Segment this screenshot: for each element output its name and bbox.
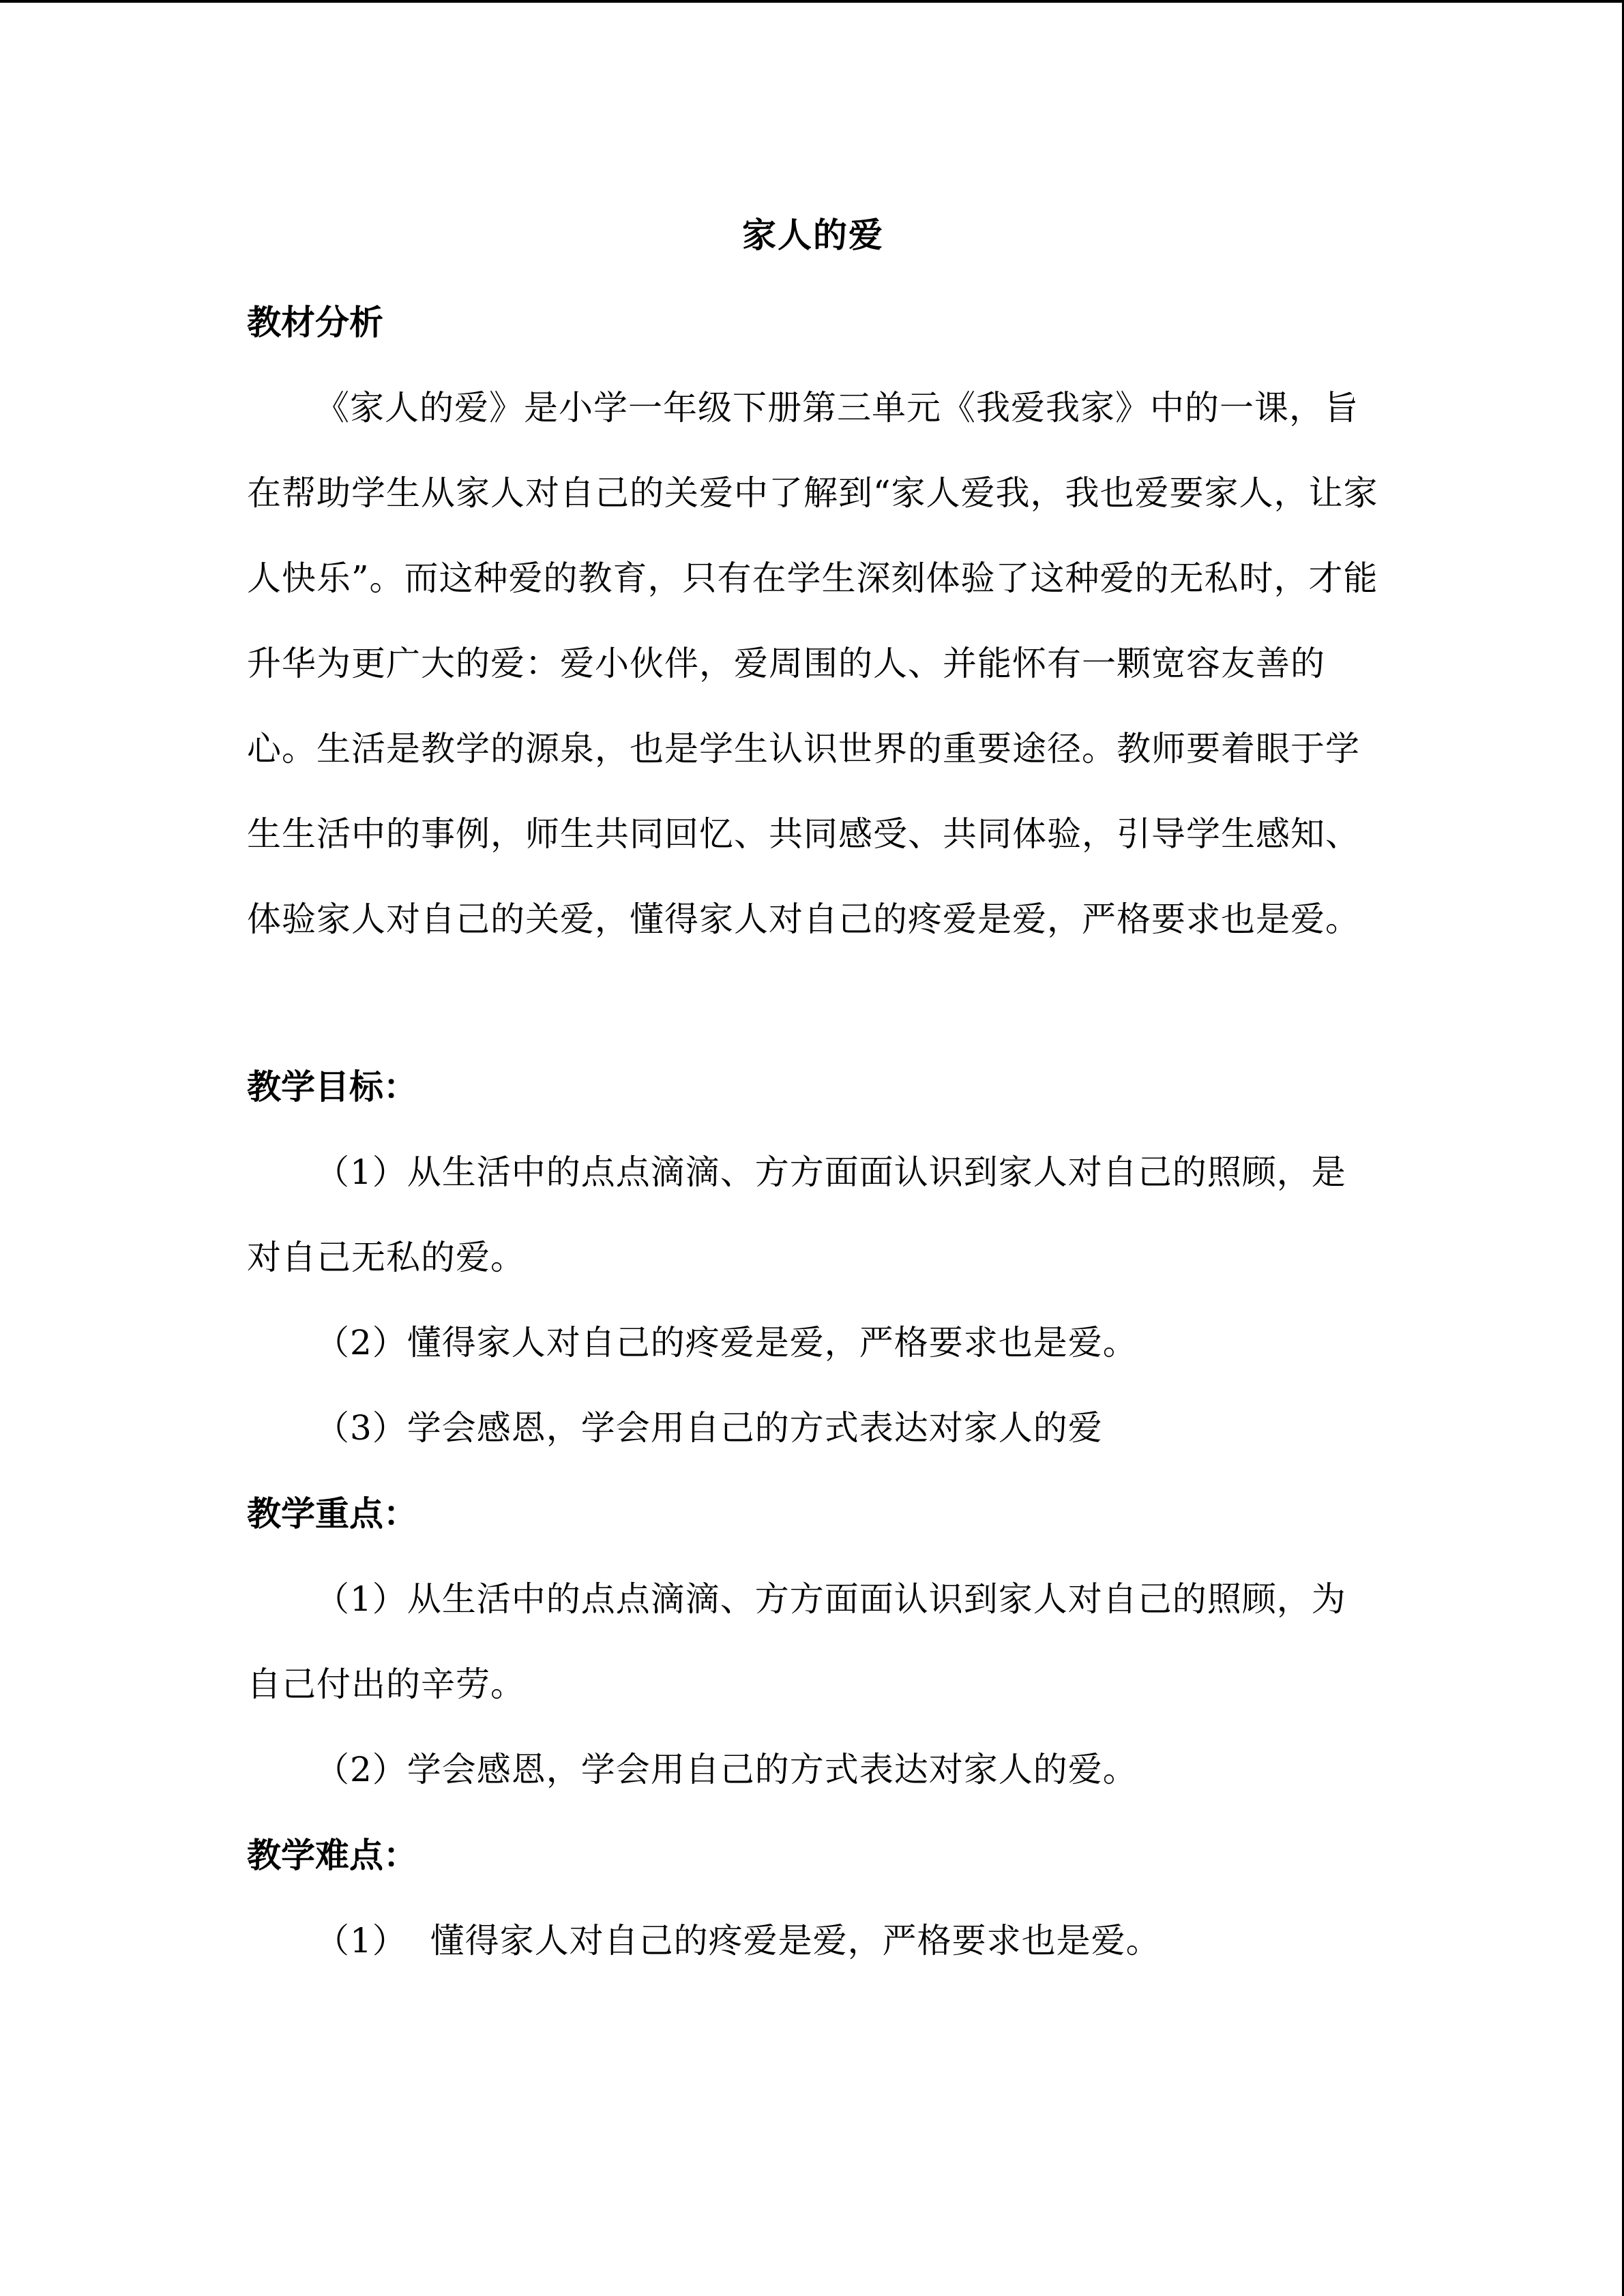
goal-item-3: （3）学会感恩，学会用自己的方式表达对家人的爱 bbox=[315, 1408, 1103, 1448]
section-heading-key-points: 教学重点： bbox=[247, 1493, 417, 1534]
document-page bbox=[247, 205, 1379, 1984]
section-spacer bbox=[247, 962, 1379, 1044]
key-point-item-1: （1）从生活中的点点滴滴、方方面面认识到家人对自己的照顾，为自己付出的辛劳。 bbox=[247, 1579, 1346, 1704]
document-title: 家人的爱 bbox=[742, 215, 884, 255]
key-point-item-2: （2）学会感恩，学会用自己的方式表达对家人的爱。 bbox=[315, 1750, 1138, 1789]
section-heading-difficulties: 教学难点： bbox=[247, 1835, 417, 1875]
section-heading-goals: 教学目标： bbox=[247, 1067, 417, 1107]
goal-item-2: （2）懂得家人对自己的疼爱是爱，严格要求也是爱。 bbox=[315, 1323, 1138, 1362]
section-heading-analysis: 教材分析 bbox=[247, 302, 383, 342]
page-top-border bbox=[0, 0, 1624, 3]
analysis-paragraph: 《家人的爱》是小学一年级下册第三单元《我爱我家》中的一课，旨在帮助学生从家人对自己的关爱中了解到“家人爱我，我也爱要家人，让家人快乐”。而这种爱的教育，只有在学生深刻体验了这种爱的无私时，才能升华为更广大的爱：爱小伙伴，爱周围的人、并能怀有一颗宽容友善的心。生活是教学的源泉，也是学生认识世界的重要途径。教师要着眼于学生生活中的事例，师生共同回忆、共同感受、共同体验，引导学生感知、体验家人对自己的关爱，懂得家人对自己的疼爱是爱，严格要求也是爱。 bbox=[247, 388, 1378, 939]
difficulty-item-1: （1） 懂得家人对自己的疼爱是爱，严格要求也是爱。 bbox=[315, 1921, 1161, 1960]
goal-item-1: （1）从生活中的点点滴滴、方方面面认识到家人对自己的照顾，是对自己无私的爱。 bbox=[247, 1152, 1346, 1277]
